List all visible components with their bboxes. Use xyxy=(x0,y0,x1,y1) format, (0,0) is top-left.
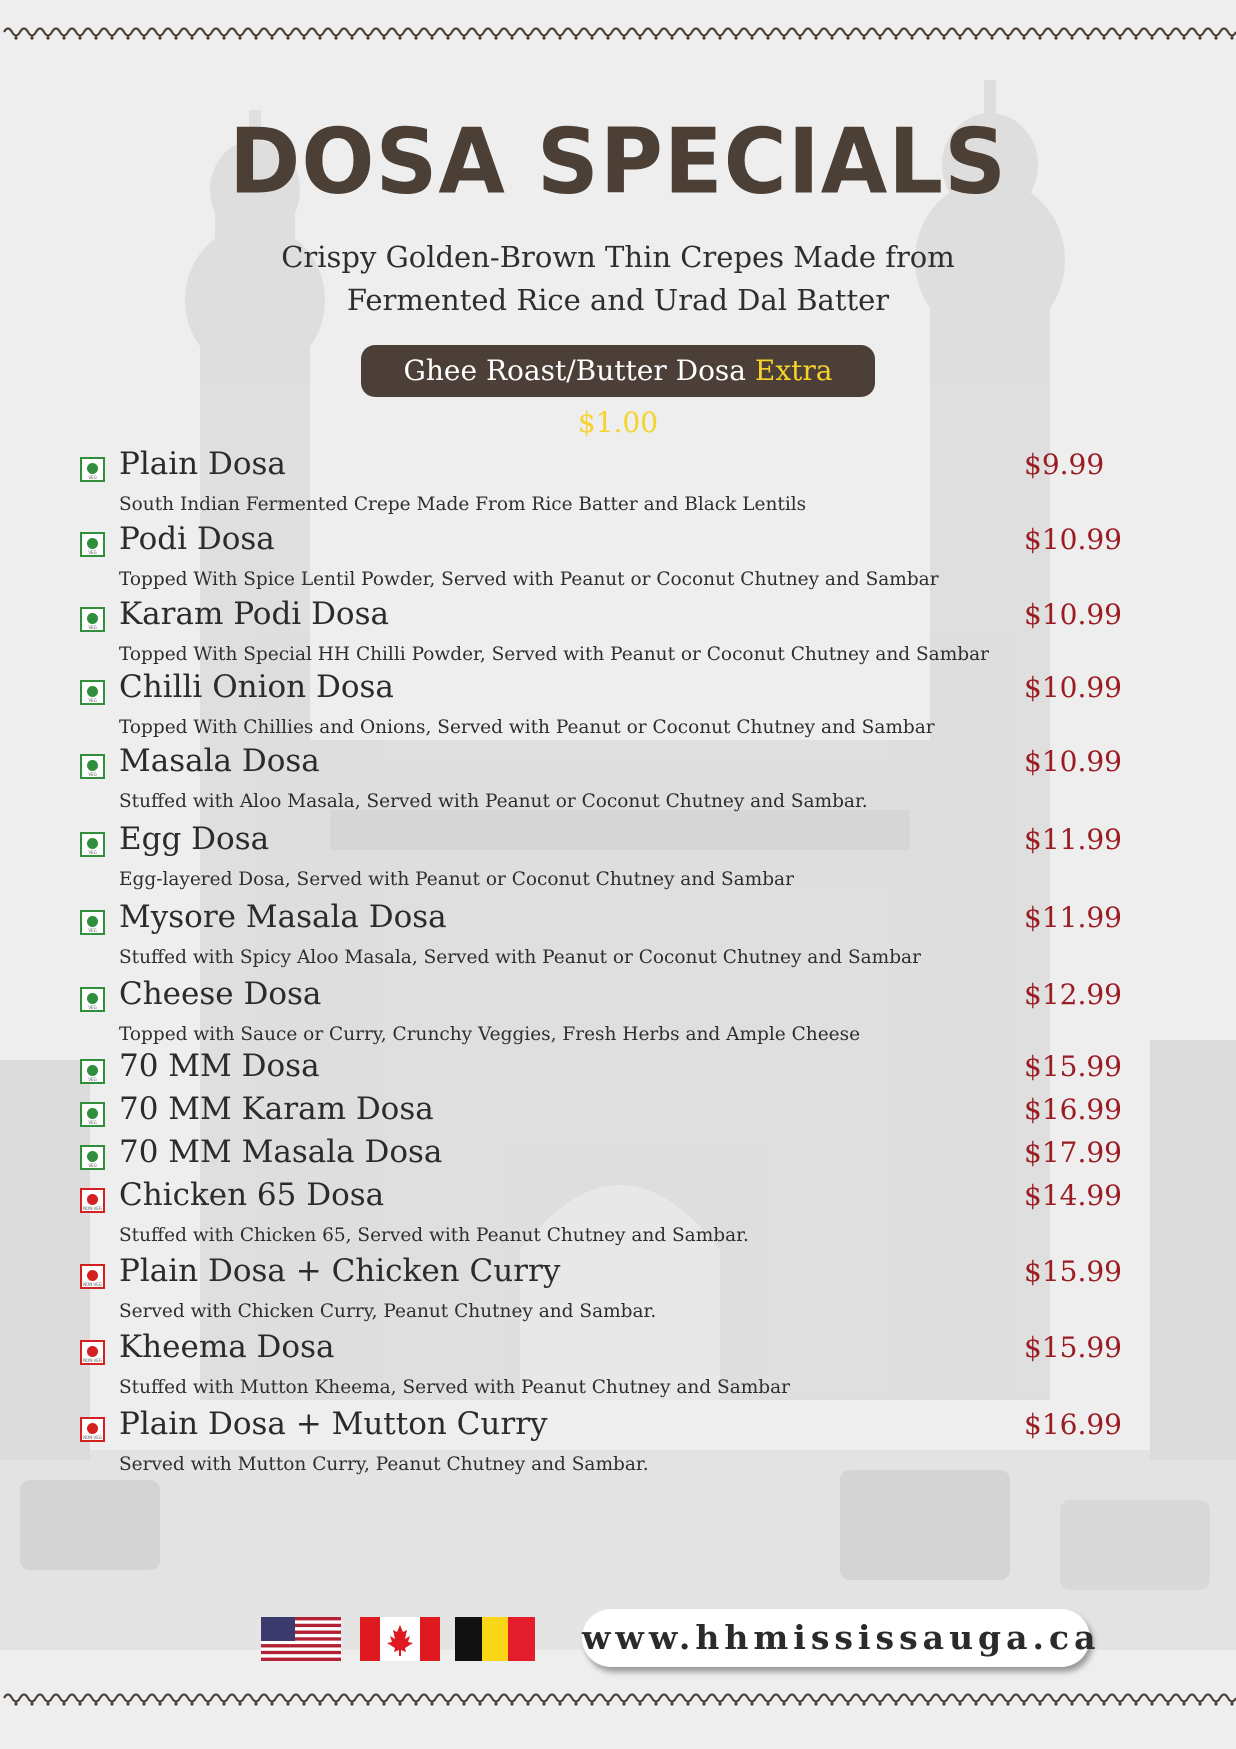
item-description: Topped with Sauce or Curry, Crunchy Veggies, Fresh Herbs and Ample Cheese xyxy=(119,1024,861,1045)
diet-tag: VEG xyxy=(88,772,97,777)
subtitle-line-1: Crispy Golden-Brown Thin Crepes Made from xyxy=(281,240,955,274)
item-name: Chicken 65 Dosa xyxy=(119,1177,385,1213)
extra-charge-label: Ghee Roast/Butter Dosa xyxy=(403,354,746,387)
belgium-flag xyxy=(455,1617,535,1661)
item-price: $15.99 xyxy=(1024,1255,1122,1288)
item-name: Plain Dosa + Chicken Curry xyxy=(119,1253,561,1289)
diet-tag: VEG xyxy=(88,850,97,855)
item-price: $17.99 xyxy=(1024,1136,1122,1169)
diet-tag: VEG xyxy=(88,1163,97,1168)
item-price: $10.99 xyxy=(1024,745,1122,778)
item-description: Egg-layered Dosa, Served with Peanut or Coconut Chutney and Sambar xyxy=(119,869,794,890)
item-price: $11.99 xyxy=(1024,901,1122,934)
item-price: $14.99 xyxy=(1024,1179,1122,1212)
item-name: Egg Dosa xyxy=(119,821,270,857)
bottom-wavy-border xyxy=(0,1688,1236,1708)
item-description: Stuffed with Mutton Kheema, Served with Peanut Chutney and Sambar xyxy=(119,1377,790,1398)
diet-tag: VEG xyxy=(88,475,97,480)
veg-icon xyxy=(80,457,105,482)
item-name: Mysore Masala Dosa xyxy=(119,899,447,935)
canada-flag xyxy=(360,1617,440,1661)
diet-tag: NON-VEG xyxy=(83,1206,102,1211)
item-price: $9.99 xyxy=(1024,448,1105,481)
veg-icon xyxy=(80,1102,105,1127)
non-veg-icon xyxy=(80,1188,105,1213)
item-name: Kheema Dosa xyxy=(119,1329,335,1365)
non-veg-icon xyxy=(80,1340,105,1365)
website-link[interactable]: www.hhmississauga.ca xyxy=(582,1609,1090,1667)
extra-charge-note xyxy=(361,345,875,439)
diet-tag: NON-VEG xyxy=(83,1282,102,1287)
diet-tag: VEG xyxy=(88,1005,97,1010)
item-price: $16.99 xyxy=(1024,1408,1122,1441)
non-veg-icon xyxy=(80,1417,105,1442)
subtitle xyxy=(0,236,1236,322)
usa-flag xyxy=(261,1617,341,1661)
item-name: Podi Dosa xyxy=(119,521,275,557)
item-name: Karam Podi Dosa xyxy=(119,596,389,632)
top-wavy-border xyxy=(0,22,1236,42)
veg-icon xyxy=(80,832,105,857)
veg-icon xyxy=(80,1145,105,1170)
item-price: $12.99 xyxy=(1024,978,1122,1011)
non-veg-icon xyxy=(80,1264,105,1289)
diet-tag: NON-VEG xyxy=(83,1435,102,1440)
diet-tag: VEG xyxy=(88,698,97,703)
page-title: DOSA SPECIALS xyxy=(228,109,1008,215)
item-price: $10.99 xyxy=(1024,598,1122,631)
item-description: Stuffed with Spicy Aloo Masala, Served with Peanut or Coconut Chutney and Sambar xyxy=(119,947,921,968)
veg-icon xyxy=(80,987,105,1012)
item-price: $10.99 xyxy=(1024,523,1122,556)
veg-icon xyxy=(80,754,105,779)
subtitle-line-2: Fermented Rice and Urad Dal Batter xyxy=(346,283,890,317)
diet-tag: VEG xyxy=(88,1120,97,1125)
item-name: Cheese Dosa xyxy=(119,976,322,1012)
item-name: Plain Dosa xyxy=(119,446,286,482)
veg-icon xyxy=(80,607,105,632)
veg-icon xyxy=(80,1059,105,1084)
item-description: Served with Mutton Curry, Peanut Chutney and Sambar. xyxy=(119,1454,649,1475)
veg-icon xyxy=(80,680,105,705)
item-description: Topped With Chillies and Onions, Served with Peanut or Coconut Chutney and Sambar xyxy=(119,717,935,738)
item-description: Served with Chicken Curry, Peanut Chutney and Sambar. xyxy=(119,1301,657,1322)
item-price: $15.99 xyxy=(1024,1331,1122,1364)
item-name: Plain Dosa + Mutton Curry xyxy=(119,1406,548,1442)
item-name: 70 MM Karam Dosa xyxy=(119,1091,434,1127)
item-price: $15.99 xyxy=(1024,1050,1122,1083)
extra-charge-amount: Extra $1.00 xyxy=(577,354,833,439)
diet-tag: NON-VEG xyxy=(83,1358,102,1363)
item-description: Topped With Special HH Chilli Powder, Served with Peanut or Coconut Chutney and Sambar xyxy=(119,644,989,665)
item-name: 70 MM Dosa xyxy=(119,1048,320,1084)
veg-icon xyxy=(80,910,105,935)
item-name: 70 MM Masala Dosa xyxy=(119,1134,443,1170)
item-price: $16.99 xyxy=(1024,1093,1122,1126)
item-description: Stuffed with Aloo Masala, Served with Peanut or Coconut Chutney and Sambar. xyxy=(119,791,868,812)
diet-tag: VEG xyxy=(88,928,97,933)
diet-tag: VEG xyxy=(88,550,97,555)
diet-tag: VEG xyxy=(88,1077,97,1082)
item-description: Stuffed with Chicken 65, Served with Peanut Chutney and Sambar. xyxy=(119,1225,749,1246)
item-price: $11.99 xyxy=(1024,823,1122,856)
item-description: South Indian Fermented Crepe Made From Rice Batter and Black Lentils xyxy=(119,494,807,515)
item-name: Masala Dosa xyxy=(119,743,320,779)
item-name: Chilli Onion Dosa xyxy=(119,669,394,705)
diet-tag: VEG xyxy=(88,625,97,630)
item-description: Topped With Spice Lentil Powder, Served with Peanut or Coconut Chutney and Sambar xyxy=(119,569,939,590)
item-price: $10.99 xyxy=(1024,671,1122,704)
veg-icon xyxy=(80,532,105,557)
